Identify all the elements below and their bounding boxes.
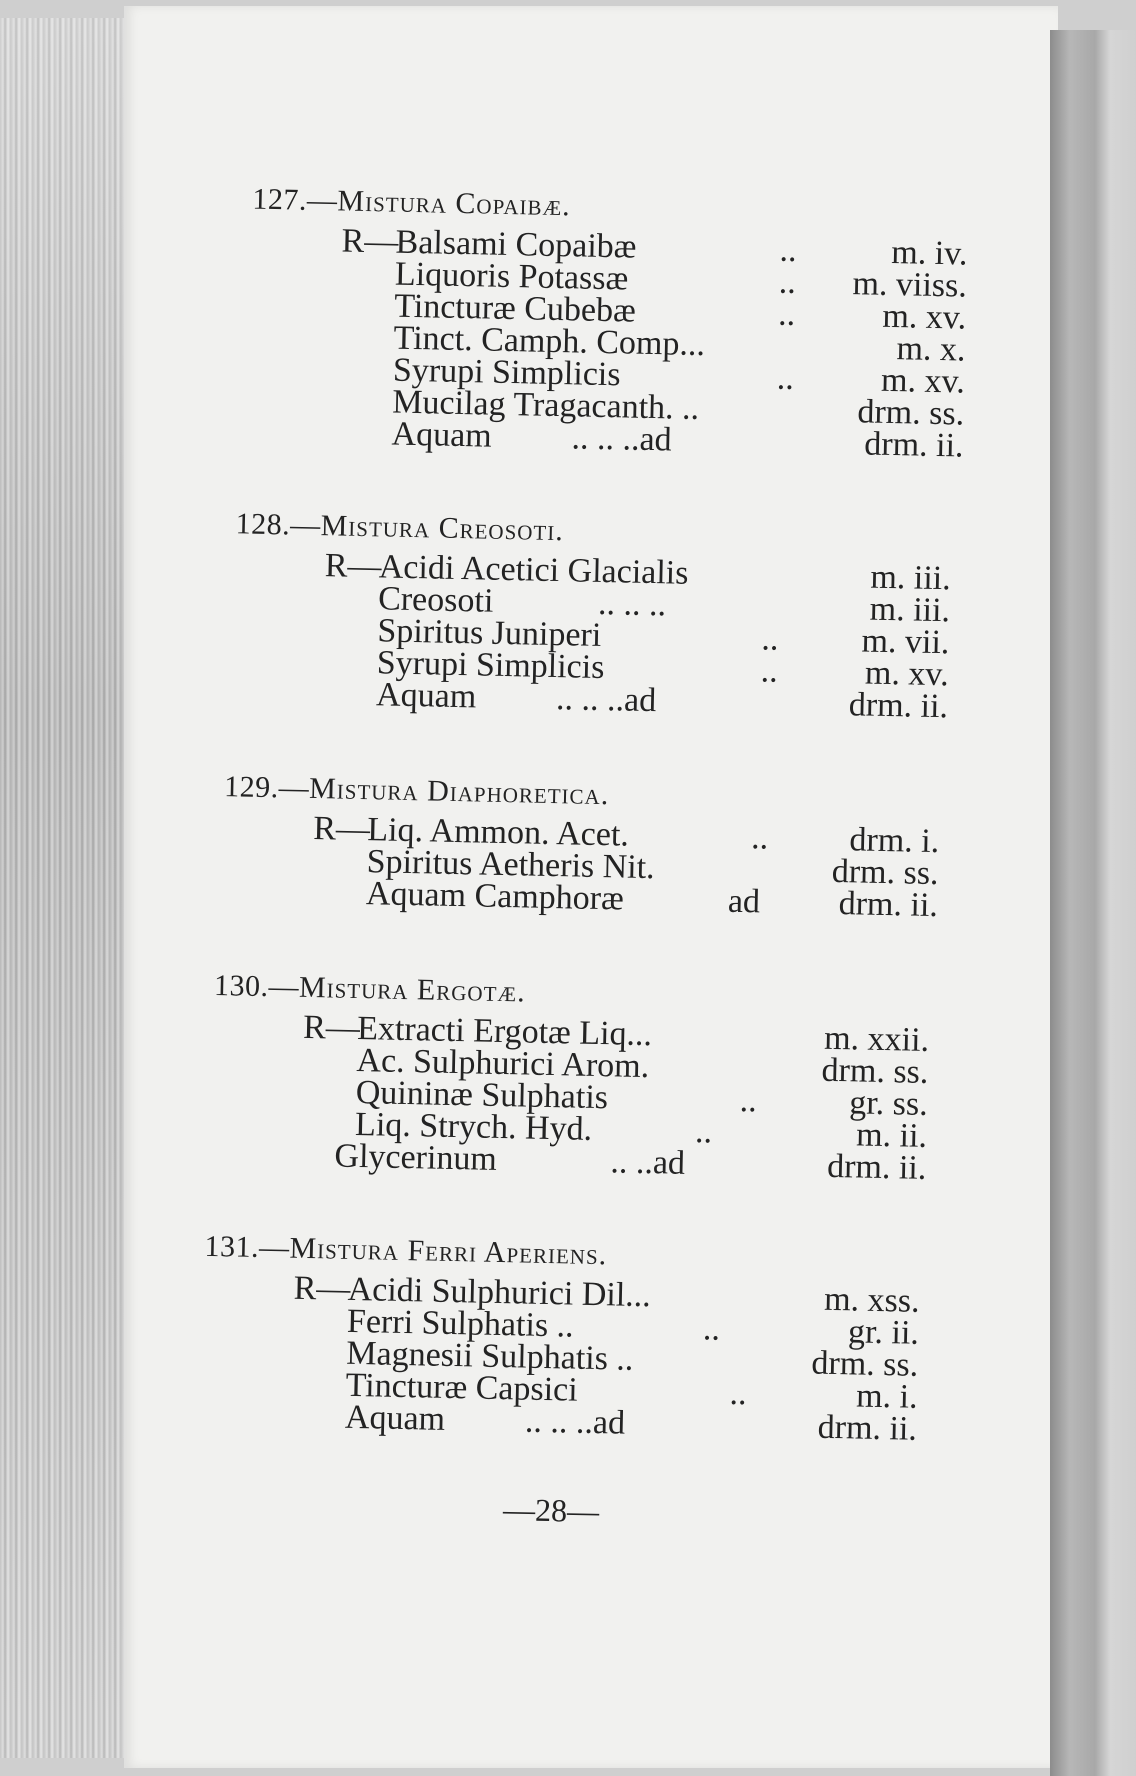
leader-dots: .. ..ad <box>610 1143 686 1182</box>
ingredient-name: Aquam <box>375 676 477 716</box>
ingredient-amount: drm. ii. <box>826 1147 927 1187</box>
recipe-prefix: R— <box>312 810 371 849</box>
formula-heading: 128.—Mistura Creosoti. <box>235 507 565 548</box>
ingredient-amount: drm. ii. <box>863 425 964 465</box>
formula-131 <box>204 1229 965 1448</box>
ingredient-name: Acidi Acetici Glacialis <box>378 548 689 592</box>
ingredient-amount: drm. ss. <box>821 1051 929 1091</box>
ingredient-amount: drm. ss. <box>857 393 965 433</box>
formula-heading: 131.—Mistura Ferri Aperiens. <box>204 1229 608 1272</box>
ingredient-name: Spiritus Juniperi <box>377 612 602 654</box>
ingredient-amount: m. xv. <box>882 297 967 337</box>
ingredient-name: Tincturæ Cubebæ <box>393 287 637 330</box>
formula-127 <box>252 182 1013 465</box>
ingredient-name: Extracti Ergotæ Liq... <box>356 1009 653 1054</box>
ingredient-name: Liq. Strych. Hyd. <box>354 1105 593 1148</box>
leader-dots: .. <box>694 1113 713 1151</box>
ingredient-name: Ferri Sulphatis .. <box>346 1302 575 1345</box>
recipe-prefix: R— <box>293 1269 351 1308</box>
ingredient-amount: drm. i. <box>849 821 940 861</box>
ingredient-amount: m. xv. <box>880 361 966 401</box>
leader-dots: .. <box>760 652 779 690</box>
ingredient-amount: m. i. <box>855 1377 918 1416</box>
ingredient-name: Aquam <box>391 415 493 455</box>
formula-name: Mistura Ferri Aperiens. <box>289 1231 608 1272</box>
formula-number: 127. <box>252 182 308 217</box>
ingredient-name: Creosoti <box>377 580 494 620</box>
ingredient-name: Magnesii Sulphatis .. <box>345 1334 634 1378</box>
ingredient-amount: m. viiss. <box>852 265 968 305</box>
ingredient-name: Mucilag Tragacanth. .. <box>391 383 700 427</box>
formula-number: 128. <box>235 507 291 542</box>
leader-dots: .. <box>739 1081 758 1120</box>
formula-name: Mistura Creosoti. <box>320 509 565 548</box>
ingredient-amount: drm. ss. <box>831 852 939 893</box>
ingredient-name: Liq. Ammon. Acet. <box>366 811 630 854</box>
ingredient-name: Syrupi Simplicis <box>376 644 605 687</box>
ingredient-name: Aquam Camphoræ <box>365 875 625 918</box>
ingredient-amount: drm. ss. <box>811 1344 919 1384</box>
ingredient-amount: m. xss. <box>823 1280 920 1320</box>
ingredient-name: Tinct. Camph. Comp... <box>393 319 706 364</box>
formula-heading: 130.—Mistura Ergotæ. <box>213 968 526 1009</box>
leader-dots: .. <box>729 1374 747 1413</box>
ingredient-amount: m. iii. <box>870 558 952 598</box>
formula-heading: 127.—Mistura Copaibæ. <box>252 182 572 223</box>
ingredient-amount: gr. ii. <box>847 1313 920 1352</box>
ingredient-amount: m. x. <box>896 330 966 369</box>
ingredient-amount: gr. ss. <box>848 1084 929 1123</box>
leader-dots: .. <box>778 263 797 301</box>
ingredient-name: Liquoris Potassæ <box>394 255 629 298</box>
leader-dots: .. <box>777 295 796 333</box>
formula-number: 129. <box>223 770 280 805</box>
ingredient-amount: drm. ii. <box>838 885 939 925</box>
formula-number: 131. <box>204 1229 260 1264</box>
leader-dots: .. .. ..ad <box>571 419 673 459</box>
ingredient-name: Acidi Sulphurici Dil... <box>347 1270 652 1315</box>
leader-dots: .. <box>776 359 795 397</box>
leader-dots: .. <box>761 620 779 658</box>
ingredient-amount: drm. ii. <box>817 1408 918 1448</box>
formula-name: Mistura Ergotæ. <box>298 970 526 1009</box>
formula-130 <box>213 968 974 1187</box>
ingredient-amount: m. xxii. <box>823 1019 930 1059</box>
recipe-prefix: R— <box>341 222 399 261</box>
leader-dots: .. <box>750 819 769 857</box>
ingredient-amount: m. iv. <box>890 233 968 273</box>
recipe-prefix: R— <box>324 547 382 586</box>
formula-number: 130. <box>213 968 269 1004</box>
leader-dots: .. <box>702 1310 721 1348</box>
formula-128 <box>235 507 996 726</box>
ingredient-name: Syrupi Simplicis <box>392 351 621 394</box>
ingredient-amount: m. xv. <box>864 654 950 694</box>
formula-heading: 129.—Mistura Diaphoretica. <box>223 770 610 812</box>
ingredient-amount: m. ii. <box>855 1116 928 1155</box>
leader-dots: .. .. ..ad <box>524 1402 626 1442</box>
ingredient-name: Glycerinum <box>334 1137 498 1178</box>
leader-dots: ad <box>727 882 761 921</box>
ingredient-name: Aquam <box>344 1398 446 1438</box>
recipe-prefix: R— <box>302 1008 361 1048</box>
ingredient-name: Spiritus Aetheris Nit. <box>366 843 656 887</box>
formula-129 <box>223 770 985 925</box>
ingredient-name: Balsami Copaibæ <box>395 223 637 266</box>
formula-name: Mistura Copaibæ. <box>337 184 572 223</box>
ingredient-amount: m. vii. <box>861 622 950 662</box>
leader-dots: .. .. .. <box>597 584 667 624</box>
ingredient-amount: drm. ii. <box>848 686 949 726</box>
leader-dots: .. .. ..ad <box>555 680 657 720</box>
formula-name: Mistura Diaphoretica. <box>308 771 610 812</box>
page-number: —28— <box>502 1491 600 1530</box>
ingredient-name: Quininæ Sulphatis <box>355 1073 609 1117</box>
ingredient-name: Ac. Sulphurici Arom. <box>356 1041 650 1086</box>
ingredient-name: Tincturæ Capsici <box>345 1366 579 1409</box>
leader-dots: .. <box>779 231 797 269</box>
ingredient-amount: m. iii. <box>869 590 951 630</box>
